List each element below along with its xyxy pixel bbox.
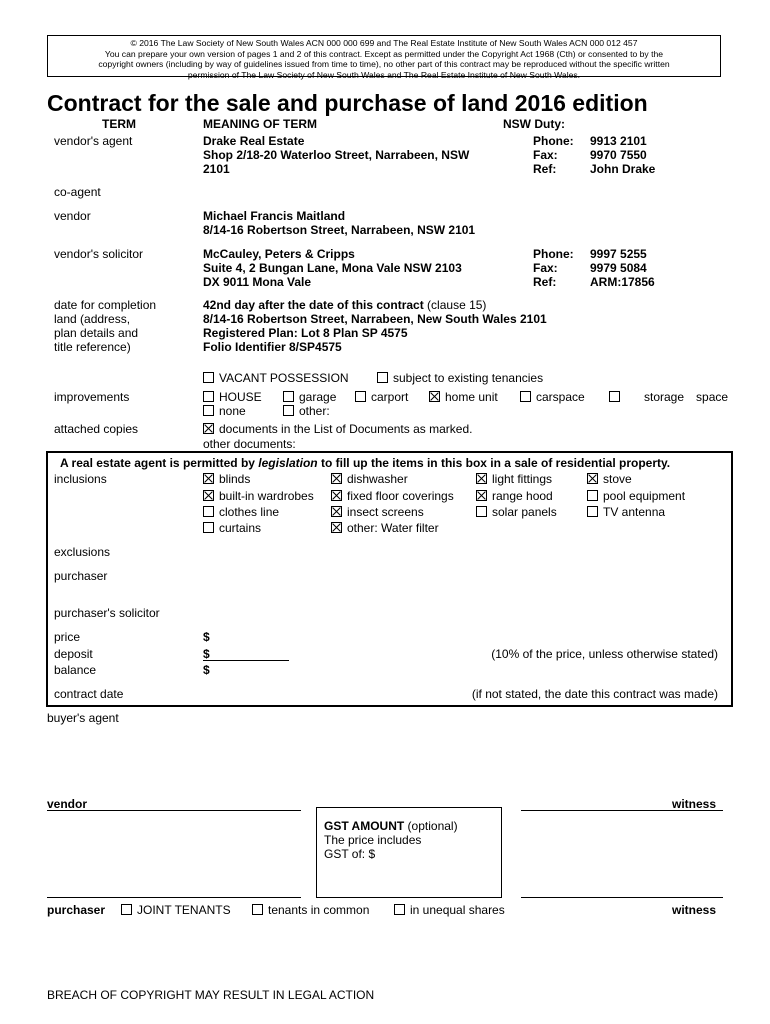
inclusion-pool-equipment[interactable]: pool equipment	[587, 489, 685, 503]
improvement-storage-space[interactable]: storage space	[609, 390, 728, 404]
land-address: 8/14-16 Robertson Street, Narrabeen, New South Wales 2101	[203, 312, 547, 326]
checkbox-floor-coverings-checked[interactable]	[331, 490, 342, 501]
solicitor-name: McCauley, Peters & Cripps	[203, 247, 355, 261]
label-vendors-agent: vendor's agent	[54, 134, 133, 148]
checkbox-none[interactable]	[203, 405, 214, 416]
improvement-garage[interactable]: garage	[283, 390, 336, 404]
label-plan-details: plan details and	[54, 326, 139, 340]
improvement-house[interactable]: HOUSE	[203, 390, 262, 404]
label-vendors-solicitor: vendor's solicitor	[54, 247, 143, 261]
vendors-solicitor-details	[203, 247, 462, 289]
vendors-agent-contact-labels	[533, 134, 574, 176]
gst-text: GST AMOUNT (optional) The price includes GST of: $	[324, 819, 458, 861]
label-buyers-agent: buyer's agent	[47, 711, 119, 725]
inclusion-curtains[interactable]: curtains	[203, 521, 261, 535]
option-joint-tenants[interactable]: JOINT TENANTS	[121, 903, 231, 917]
purchaser-signature-line[interactable]	[47, 897, 301, 898]
improvement-home-unit[interactable]: home unit	[429, 390, 498, 404]
vendors-agent-address1: Shop 2/18-20 Waterloo Street, Narrabeen, NSW	[203, 148, 470, 162]
label-purchasers-solicitor: purchaser's solicitor	[54, 606, 160, 620]
checkbox-home-unit-checked[interactable]	[429, 391, 440, 402]
solicitor-fax: 9979 5084	[590, 261, 647, 275]
balance-dollar: $	[203, 663, 210, 677]
solicitor-contact-values	[590, 247, 655, 289]
purchaser-witness-line[interactable]	[521, 897, 723, 898]
checkbox-solar-panels[interactable]	[476, 506, 487, 517]
label-purchaser: purchaser	[54, 569, 108, 583]
vendors-agent-details	[203, 134, 469, 176]
header-duty: NSW Duty:	[503, 117, 565, 131]
gst-line1: The price includes	[324, 833, 422, 847]
header-meaning: MEANING OF TERM	[203, 117, 317, 131]
deposit-field[interactable]: $	[203, 647, 289, 661]
improvement-carport[interactable]: carport	[355, 390, 408, 404]
checkbox-vacant[interactable]	[203, 372, 214, 383]
page-title: Contract for the sale and purchase of land 2016 edition	[47, 90, 648, 116]
fax-label: Fax:	[533, 261, 558, 275]
checkbox-garage[interactable]	[283, 391, 294, 402]
fax-label: Fax:	[533, 148, 558, 162]
checkbox-tenancies[interactable]	[377, 372, 388, 383]
label-contract-date: contract date	[54, 687, 124, 701]
option-unequal-shares[interactable]: in unequal shares	[394, 903, 505, 917]
inclusion-stove[interactable]: stove	[587, 472, 632, 486]
label-co-agent: co-agent	[54, 185, 101, 199]
checkbox-joint-tenants[interactable]	[121, 904, 132, 915]
copyright-notice	[47, 35, 721, 80]
gst-line2: GST of: $	[324, 847, 376, 861]
contract-date-note: (if not stated, the date this contract was made)	[471, 687, 718, 701]
ref-label: Ref:	[533, 162, 557, 176]
land-folio: Folio Identifier 8/SP4575	[203, 340, 342, 354]
checkbox-blinds-checked[interactable]	[203, 473, 214, 484]
checkbox-light-fittings-checked[interactable]	[476, 473, 487, 484]
solicitor-contact-labels	[533, 247, 574, 289]
checkbox-stove-checked[interactable]	[587, 473, 598, 484]
checkbox-tenants-in-common[interactable]	[252, 904, 263, 915]
vendors-agent-ref: John Drake	[590, 162, 656, 176]
inclusion-blinds[interactable]: blinds	[203, 472, 250, 486]
inclusion-range-hood[interactable]: range hood	[476, 489, 553, 503]
solicitor-ref: ARM:17856	[590, 275, 655, 289]
checkbox-house[interactable]	[203, 391, 214, 402]
vendor-witness-label: witness	[671, 797, 716, 811]
vendor-name: Michael Francis Maitland	[203, 209, 346, 223]
header-term: TERM	[102, 117, 136, 131]
attached-other-documents: other documents:	[203, 437, 296, 451]
label-improvements: improvements	[54, 390, 130, 404]
vendors-agent-fax: 9970 7550	[590, 148, 647, 162]
checkbox-storage-space[interactable]	[609, 391, 620, 402]
price-dollar: $	[203, 630, 210, 644]
improvement-carspace[interactable]: carspace	[520, 390, 585, 404]
inclusion-light-fittings[interactable]: light fittings	[476, 472, 552, 486]
completion-details	[203, 298, 547, 354]
solicitor-address2: DX 9011 Mona Vale	[203, 275, 312, 289]
vendors-agent-phone: 9913 2101	[590, 134, 647, 148]
solicitor-address1: Suite 4, 2 Bungan Lane, Mona Vale NSW 2103	[203, 261, 462, 275]
checkbox-dishwasher-checked[interactable]	[331, 473, 342, 484]
label-price: price	[54, 630, 81, 644]
vendor-details	[203, 209, 475, 237]
vendor-witness-line[interactable]	[521, 810, 723, 811]
inclusion-insect-screens[interactable]: insect screens	[331, 505, 424, 519]
checkbox-wardrobes-checked[interactable]	[203, 490, 214, 501]
copyright-line-4: permission of The Law Society of New South Wales and The Real Estate Institute of New South Wales.	[187, 69, 581, 80]
attached-documents[interactable]: documents in the List of Documents as marked.	[203, 422, 472, 436]
land-plan: Registered Plan: Lot 8 Plan SP 4575	[203, 326, 408, 340]
label-balance: balance	[54, 663, 97, 677]
vendors-agent-address2: 2101	[203, 162, 230, 176]
completion-labels	[54, 298, 156, 354]
copyright-line-1: © 2016 The Law Society of New South Wales ACN 000 000 699 and The Real Estate Institute of New South Wales ACN 000 012 457	[130, 38, 638, 48]
deposit-note: (10% of the price, unless otherwise stated)	[491, 647, 718, 661]
checkbox-clothes-line[interactable]	[203, 506, 214, 517]
completion-date: 42nd day after the date of this contract (clause 15)	[203, 298, 487, 312]
inclusion-floor-coverings[interactable]: fixed floor coverings	[331, 489, 454, 503]
checkbox-curtains[interactable]	[203, 522, 214, 533]
label-deposit: deposit	[54, 647, 93, 661]
vendors-agent-name: Drake Real Estate	[203, 134, 305, 148]
solicitor-phone: 9997 5255	[590, 247, 647, 261]
label-vendor: vendor	[54, 209, 91, 223]
inclusion-tv-antenna[interactable]: TV antenna	[587, 505, 665, 519]
checkbox-insect-screens-checked[interactable]	[331, 506, 342, 517]
possession-tenancies[interactable]: subject to existing tenancies	[377, 371, 543, 385]
vendors-agent-contact-values	[590, 134, 655, 176]
checkbox-tv-antenna[interactable]	[587, 506, 598, 517]
label-land: land (address,	[54, 312, 131, 326]
purchaser-witness-label: witness	[671, 903, 716, 917]
label-exclusions: exclusions	[54, 545, 111, 559]
agent-box-heading: A real estate agent is permitted by legislation to fill up the items in this box in a sale of residential property.	[60, 456, 671, 470]
phone-label: Phone:	[533, 247, 574, 261]
checkbox-unequal-shares[interactable]	[394, 904, 405, 915]
checkbox-range-hood-checked[interactable]	[476, 490, 487, 501]
checkbox-other-inclusion-checked[interactable]	[331, 522, 342, 533]
copyright-line-3: copyright owners (including by way of guidelines issued from time to time), no other part of this contract may be reproduced without the specific written	[98, 59, 670, 69]
label-title-ref: title reference)	[54, 340, 131, 354]
inclusion-other[interactable]: other: Water filter	[331, 521, 439, 535]
label-inclusions: inclusions	[54, 472, 107, 486]
checkbox-carport[interactable]	[355, 391, 366, 402]
possession-vacant[interactable]: VACANT POSSESSION	[203, 371, 349, 385]
option-tenants-in-common[interactable]: tenants in common	[252, 903, 369, 917]
inclusion-dishwasher[interactable]: dishwasher	[331, 472, 408, 486]
purchaser-signature-label: purchaser	[47, 903, 106, 917]
copyright-warning-footer: BREACH OF COPYRIGHT MAY RESULT IN LEGAL ACTION	[47, 988, 375, 1002]
improvement-none[interactable]: none	[203, 404, 246, 418]
vendor-signature-label: vendor	[47, 797, 88, 811]
vendor-address: 8/14-16 Robertson Street, Narrabeen, NSW 2101	[203, 223, 476, 237]
inclusion-clothes-line[interactable]: clothes line	[203, 505, 279, 519]
checkbox-pool-equipment[interactable]	[587, 490, 598, 501]
vendor-signature-line[interactable]	[47, 810, 301, 811]
inclusion-solar-panels[interactable]: solar panels	[476, 505, 557, 519]
phone-label: Phone:	[533, 134, 574, 148]
inclusion-wardrobes[interactable]: built-in wardrobes	[203, 489, 314, 503]
improvement-other[interactable]: other:	[283, 404, 330, 418]
copyright-line-2: You can prepare your own version of pages 1 and 2 of this contract. Except as permitted under the Copyright Act 1968 (Cth) or consented to by the	[104, 48, 664, 59]
checkbox-carspace[interactable]	[520, 391, 531, 402]
checkbox-documents-checked[interactable]	[203, 423, 214, 434]
ref-label: Ref:	[533, 275, 557, 289]
label-attached-copies: attached copies	[54, 422, 139, 436]
checkbox-other[interactable]	[283, 405, 294, 416]
label-date-completion: date for completion	[54, 298, 157, 312]
